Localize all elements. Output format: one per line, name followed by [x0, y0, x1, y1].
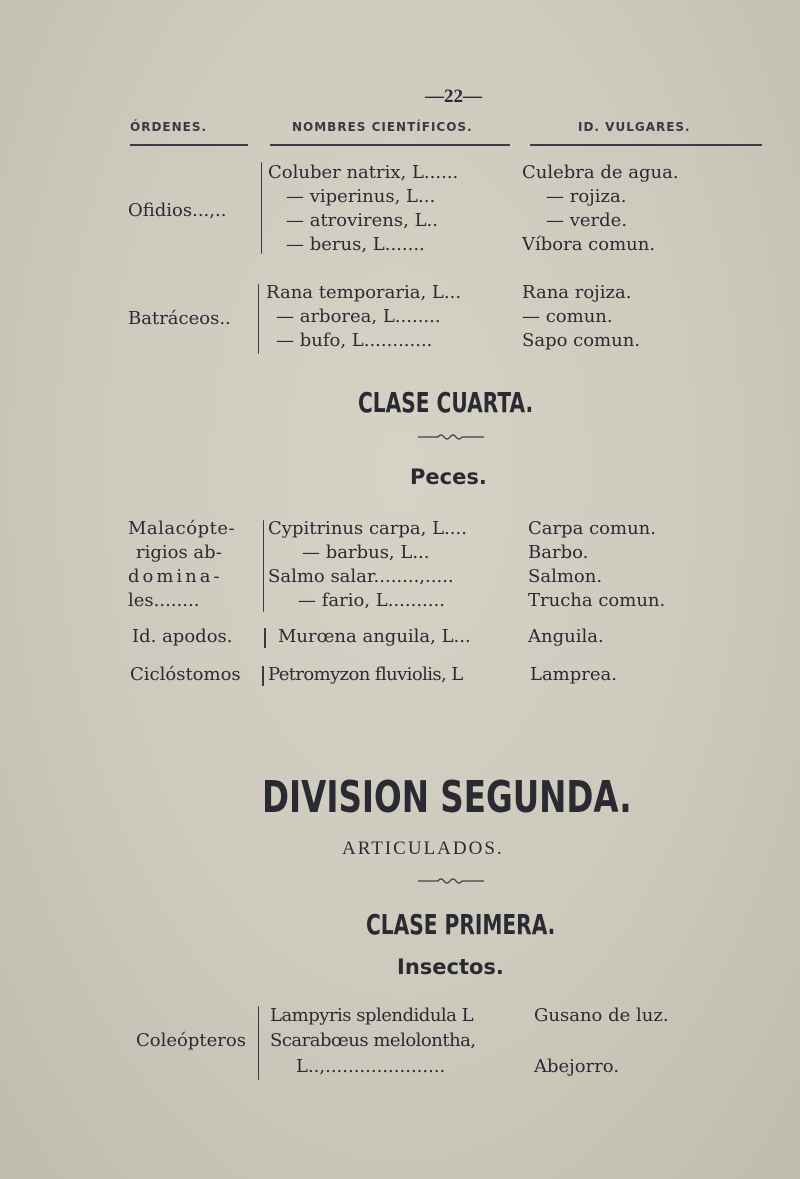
common-name: Carpa comun. — [528, 518, 656, 539]
ornament-divider — [418, 876, 484, 886]
sci-name: Scarabœus melolontha, — [270, 1030, 476, 1051]
bar-apodos — [264, 628, 266, 648]
bar-ciclostomos — [262, 666, 264, 686]
sci-name: — viperinus, L... — [286, 186, 436, 207]
sci-name: Lampyris splendidula L — [270, 1005, 474, 1026]
header-rule-1 — [130, 144, 248, 146]
sci-name: Murœna anguila, L... — [278, 626, 471, 647]
subheading-insectos: Insectos. — [397, 955, 504, 979]
common-name: — verde. — [546, 210, 628, 231]
header-rule-2 — [270, 144, 510, 146]
header-nombres: NOMBRES CIENTÍFICOS. — [292, 120, 473, 134]
header-vulgares: ID. VULGARES. — [578, 120, 691, 134]
sci-name: — atrovirens, L.. — [286, 210, 438, 231]
brace-malacopterigios — [263, 520, 264, 612]
sci-name: Petromyzon fluviolis, L — [268, 664, 463, 685]
order-malacopterigios-line: Malacópte- — [128, 518, 236, 539]
common-name: Trucha comun. — [528, 590, 666, 611]
sci-name: Salmo salar........,..... — [268, 566, 454, 587]
sci-name: — arborea, L........ — [276, 306, 441, 327]
common-name: Culebra de agua. — [522, 162, 679, 183]
section-heading: CLASE PRIMERA. — [366, 908, 556, 941]
order-malacopterigios-line: domina- — [128, 566, 223, 587]
order-coleopteros: Coleópteros — [136, 1030, 246, 1051]
sci-name: Cypitrinus carpa, L.... — [268, 518, 467, 539]
common-name: Barbo. — [528, 542, 589, 563]
order-malacopterigios-line: rigios ab- — [136, 542, 222, 563]
order-batraceos: Batráceos.. — [128, 308, 231, 329]
order-ofidios: Ofidios...,.. — [128, 200, 227, 221]
section-heading: CLASE CUARTA. — [358, 386, 534, 419]
sci-name: — fario, L.......... — [298, 590, 445, 611]
common-name: Anguila. — [528, 626, 604, 647]
order-malacopterigios-line: les........ — [128, 590, 200, 611]
ornament-divider — [418, 432, 484, 442]
brace-coleopteros — [258, 1006, 259, 1080]
brace-batraceos — [258, 284, 259, 354]
order-ciclostomos: Ciclóstomos — [130, 664, 241, 685]
common-name: Abejorro. — [534, 1056, 620, 1077]
brace-ofidios — [261, 162, 262, 254]
sci-name: L..,..................... — [296, 1056, 446, 1077]
common-name: Sapo comun. — [522, 330, 641, 351]
common-name: — comun. — [522, 306, 613, 327]
subheading-articulados: ARTICULADOS. — [342, 838, 504, 859]
common-name: Rana rojiza. — [522, 282, 632, 303]
division-heading: DIVISION SEGUNDA. — [262, 772, 632, 823]
common-name: — rojiza. — [546, 186, 627, 207]
common-name: Lamprea. — [530, 664, 617, 685]
page-number: —22— — [425, 86, 482, 107]
common-name: Gusano de luz. — [534, 1005, 669, 1026]
subheading-peces: Peces. — [410, 465, 487, 489]
sci-name: — berus, L....... — [286, 234, 425, 255]
sci-name: Coluber natrix, L...... — [268, 162, 459, 183]
header-ordenes: ÓRDENES. — [130, 120, 208, 134]
order-apodos: Id. apodos. — [132, 626, 233, 647]
header-rule-3 — [530, 144, 762, 146]
sci-name: — barbus, L... — [302, 542, 430, 563]
common-name: Salmon. — [528, 566, 603, 587]
common-name: Víbora comun. — [522, 234, 656, 255]
sci-name: — bufo, L............ — [276, 330, 433, 351]
sci-name: Rana temporaria, L... — [266, 282, 462, 303]
